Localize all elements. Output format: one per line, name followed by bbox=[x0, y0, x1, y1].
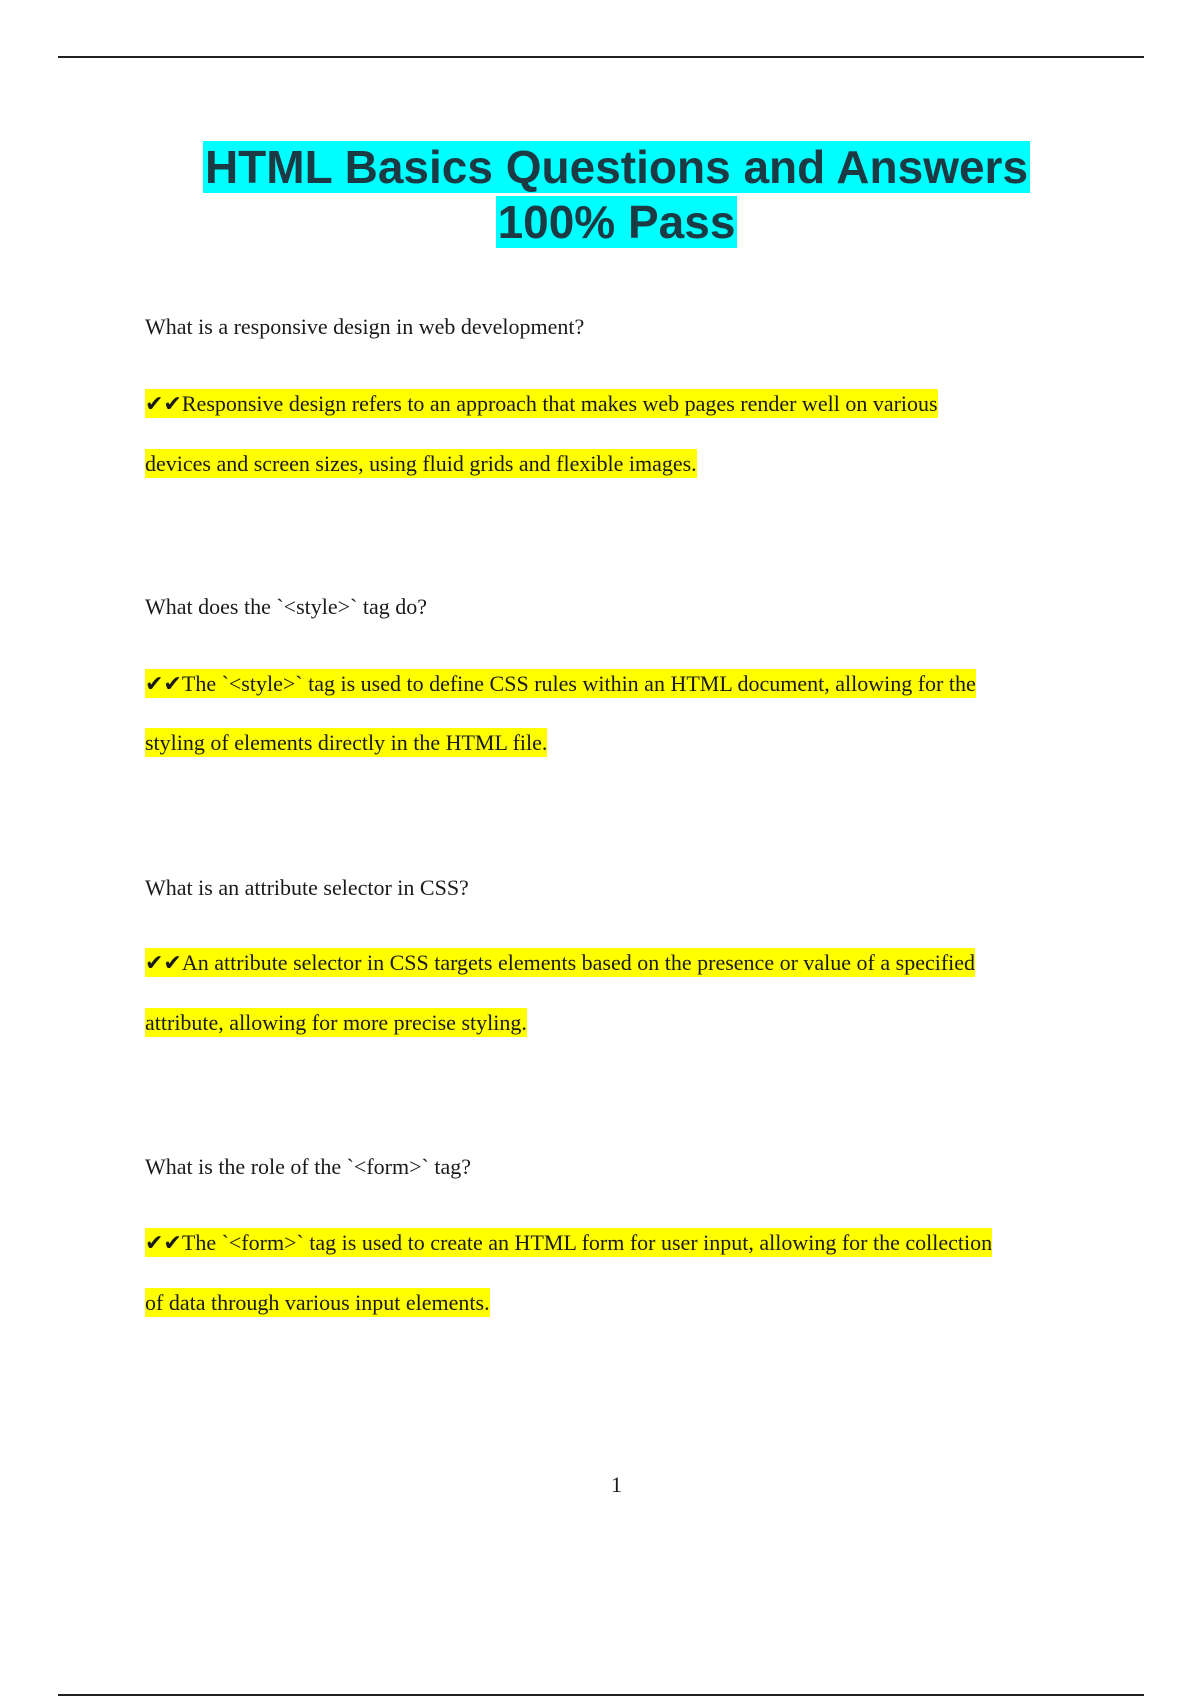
answer-2-line-1: ✔✔The `<style>` tag is used to define CSS rules within an HTML document, allowing for the bbox=[145, 671, 976, 697]
double-check-icon: ✔✔ bbox=[145, 1231, 182, 1256]
page-number: 1 bbox=[611, 1472, 622, 1497]
header-rule bbox=[58, 56, 1144, 58]
answer-2-line-2: styling of elements directly in the HTML file. bbox=[145, 730, 548, 755]
question-3: What is an attribute selector in CSS? bbox=[145, 875, 469, 900]
question-4: What is the role of the `<form>` tag? bbox=[145, 1154, 471, 1179]
footer-rule bbox=[58, 1694, 1144, 1696]
document-title bbox=[0, 140, 1200, 250]
answer-1-line-2: devices and screen sizes, using fluid grids and flexible images. bbox=[145, 451, 697, 476]
question-1: What is a responsive design in web development? bbox=[145, 314, 585, 339]
question-2: What does the `<style>` tag do? bbox=[145, 594, 428, 619]
answer-4-line-1: ✔✔The `<form>` tag is used to create an HTML form for user input, allowing for the collection bbox=[145, 1230, 993, 1256]
answer-4-line-2: of data through various input elements. bbox=[145, 1290, 490, 1315]
title-line-1: HTML Basics Questions and Answers bbox=[204, 141, 1029, 193]
answer-3-line-1: ✔✔An attribute selector in CSS targets elements based on the presence or value of a specified bbox=[145, 950, 976, 976]
answer-1-line-1: ✔✔Responsive design refers to an approach that makes web pages render well on various bbox=[145, 391, 938, 417]
answer-3-line-2: attribute, allowing for more precise styling. bbox=[145, 1010, 527, 1035]
double-check-icon: ✔✔ bbox=[145, 951, 182, 976]
double-check-icon: ✔✔ bbox=[145, 392, 182, 417]
double-check-icon: ✔✔ bbox=[145, 672, 182, 697]
title-line-2: 100% Pass bbox=[497, 196, 736, 248]
